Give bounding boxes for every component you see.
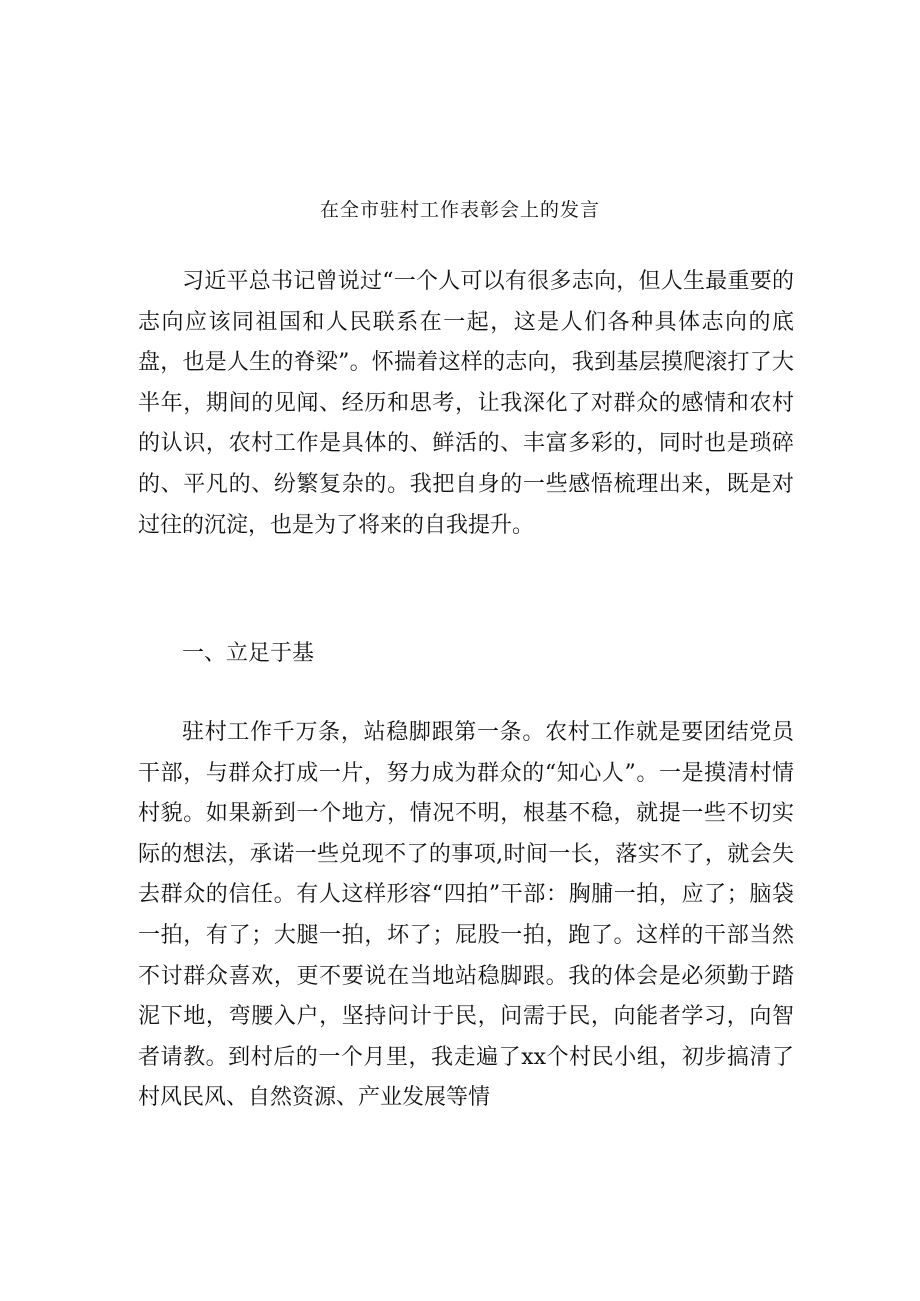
section-paragraph: 驻村工作千万条，站稳脚跟第一条。农村工作就是要团结党员干部，与群众打成一片，努力成为群众的“知心人”。一是摸清村情村貌。如果新到一个地方，情况不明，根基不稳，就提一些不切实际的想法，承诺一些兑现不了的事项,时间一长，落实不了，就会失去群众的信任。有人这样形容“四拍”干部：胸脯一拍，应了；脑袋一拍，有了；大腿一拍，坏了；屁股一拍，跑了。这样的干部当然不讨群众喜欢，更不要说在当地站稳脚跟。我的体会是必须勤于踏泥下地，弯腰入户，坚持问计于民，问需于民，向能者学习，向智者请教。到村后的一个月里，我走遍了xx个村民小组，初步搞清了村风民风、自然资源、产业发展等情 bbox=[138, 720, 794, 1111]
section-heading: 一、立足于基 bbox=[182, 641, 315, 666]
intro-paragraph: 习近平总书记曾说过“一个人可以有很多志向，但人生最重要的志向应该同祖国和人民联系在一起，这是人们各种具体志向的底盘，也是人生的脊梁”。怀揣着这样的志向，我到基层摸爬滚打了大半年，期间的见闻、经历和思考，让我深化了对群众的感情和农村的认识，农村工作是具体的、鲜活的、丰富多彩的，同时也是琐碎的、平凡的、纷繁复杂的。我把自身的一些感悟梳理出来，既是对过往的沉淀，也是为了将来的自我提升。 bbox=[138, 269, 794, 538]
document-title: 在全市驻村工作表彰会上的发言 bbox=[319, 199, 600, 221]
